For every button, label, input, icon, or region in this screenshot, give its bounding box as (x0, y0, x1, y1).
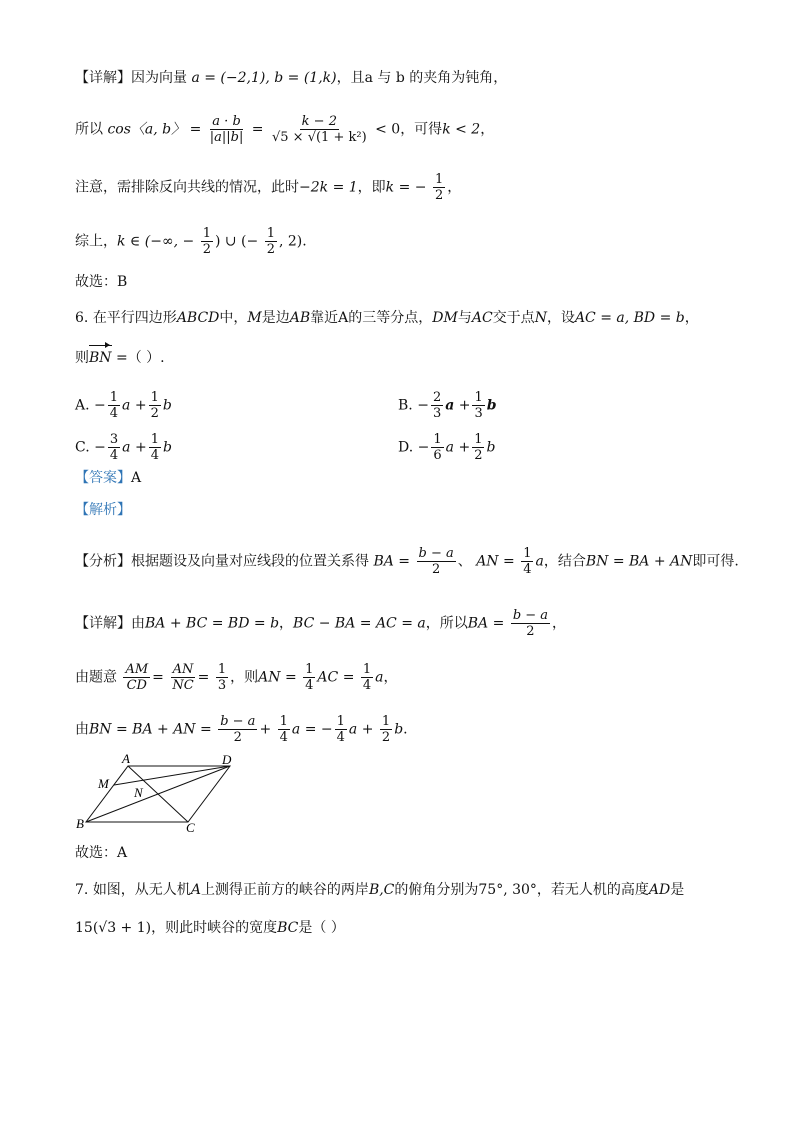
vector-eq: BN = BA + AN (585, 553, 693, 570)
text: ，若无人机的高度 (536, 882, 649, 898)
fraction (472, 390, 484, 421)
text: ， (447, 179, 462, 196)
label-n: N (134, 785, 143, 800)
vector-eq: AC = (317, 669, 355, 686)
denominator: 4 (336, 730, 345, 745)
text: ，即 (357, 179, 386, 196)
var: a (445, 439, 455, 456)
math: M (247, 310, 262, 326)
option-label: D. (398, 439, 414, 456)
numerator: b − a (512, 608, 549, 623)
question-number: 7. (75, 882, 89, 898)
fraction (208, 114, 246, 145)
fraction (201, 226, 213, 257)
text: 如图，从无人机 (92, 882, 191, 898)
denominator: √5 × √(1 + k²) (271, 130, 367, 145)
numerator: 3 (109, 432, 119, 447)
label-b: B (76, 816, 84, 831)
text: ，则 (230, 669, 259, 686)
tag: 【分析】 (75, 553, 131, 570)
var: b (162, 397, 172, 414)
option-label: B. (398, 397, 413, 414)
fraction (149, 390, 161, 421)
sign: − (417, 439, 430, 456)
text: 是 (670, 882, 685, 898)
numerator: 1 (474, 432, 483, 447)
choice-b-line: 故选：B (75, 274, 128, 290)
fraction (511, 608, 550, 639)
fraction (380, 714, 392, 745)
label-a: A (122, 752, 130, 766)
vector-eq: BA = (467, 615, 505, 632)
sign: + (134, 439, 147, 456)
option-label: C. (75, 439, 90, 456)
vector-eq: BA = (373, 553, 411, 570)
var: b (486, 439, 496, 456)
fraction (108, 432, 120, 463)
question-6 (75, 308, 699, 328)
text: 由 (131, 615, 145, 632)
denominator: 2 (526, 624, 535, 639)
numerator: 1 (433, 432, 442, 447)
sign: − (94, 439, 106, 456)
answer-value: A (131, 470, 142, 486)
sign: = − (304, 721, 333, 738)
sign: + (458, 397, 471, 414)
numerator: b − a (418, 546, 454, 561)
cosine-expression: cos〈a, b〉 = (107, 121, 202, 138)
denominator: 2 (434, 188, 444, 203)
text: 的俯角分别为 (394, 882, 479, 898)
fraction (149, 432, 161, 463)
sign: + (134, 397, 147, 414)
denominator: 3 (432, 406, 442, 421)
text: 因为向量 (131, 70, 187, 86)
denominator: 2 (150, 406, 159, 421)
text: 是边 (261, 310, 290, 326)
text: ， (383, 669, 398, 686)
text: ，结合 (543, 553, 586, 570)
text: = (152, 669, 164, 686)
denominator: 2 (474, 448, 483, 463)
sign: + (458, 439, 471, 456)
fraction (216, 662, 228, 693)
text: . (403, 721, 408, 738)
choice-a-line: 故选：A (75, 845, 128, 861)
text: 中， (219, 310, 248, 326)
denominator: CD (126, 678, 147, 693)
text: ， (552, 615, 567, 632)
fraction (472, 432, 484, 463)
numerator: AN (172, 662, 194, 677)
k-value: k = − (385, 179, 427, 196)
text: 由题意 (75, 669, 117, 686)
vector-definition: a = (−2,1), b = (1,k) (191, 70, 337, 86)
vector-eq: AN = (258, 669, 297, 686)
numerator: 1 (474, 390, 483, 405)
fraction (361, 662, 373, 693)
text: 上测得正前方的峡谷的两岸 (200, 882, 369, 898)
denominator: 4 (362, 678, 372, 693)
detail-line-4 (75, 226, 307, 257)
var: b (486, 397, 497, 414)
var: a (535, 553, 544, 570)
label-c: C (186, 820, 195, 835)
text: 注意，需排除反向共线的情况，此时 (75, 179, 299, 196)
math: AC (471, 310, 493, 326)
fraction (431, 432, 443, 463)
denominator: 2 (381, 730, 391, 745)
fraction (431, 390, 443, 421)
text: 与 (457, 310, 472, 326)
text: ，则此时峡谷的宽度 (151, 920, 278, 936)
numerator: 1 (434, 172, 444, 187)
var: a (122, 439, 131, 456)
denominator: 3 (217, 678, 227, 693)
denominator: 4 (523, 562, 532, 577)
math: B,C (368, 882, 395, 898)
fraction (170, 662, 195, 693)
text: 靠近A的三等分点， (310, 310, 433, 326)
math: AB (289, 310, 311, 326)
option-c[interactable] (75, 432, 172, 463)
fraction (433, 172, 445, 203)
math: N (534, 310, 547, 326)
denominator: 4 (109, 448, 119, 463)
text: 是（ ） (298, 920, 345, 936)
option-d[interactable] (398, 432, 495, 463)
numerator: 1 (217, 662, 227, 677)
fraction (335, 714, 347, 745)
detail-line-1 (75, 68, 507, 88)
label-m: M (98, 776, 109, 791)
fraction (278, 714, 290, 745)
equation: −2k = 1 (299, 179, 358, 196)
set-part: , 2) (279, 233, 303, 250)
text: ， (480, 121, 495, 138)
denominator: 2 (266, 242, 275, 257)
set-part: k ∈ (−∞, − (117, 233, 195, 250)
option-b[interactable] (398, 390, 497, 421)
vector-def: AC = a, BD = b (574, 310, 685, 326)
xiangjie-line (75, 608, 566, 639)
var: a (445, 397, 455, 414)
detail-tag: 【详解】 (75, 70, 131, 86)
fraction (218, 714, 257, 745)
fraction (417, 546, 456, 577)
question-7-cont (75, 918, 345, 938)
numerator: 1 (150, 390, 159, 405)
numerator: 1 (381, 714, 391, 729)
numerator: 1 (202, 226, 211, 241)
text: 在平行四边形 (92, 310, 177, 326)
var: b (162, 439, 172, 456)
fraction (270, 114, 369, 145)
question-6-ask (75, 348, 165, 368)
denominator: 3 (474, 406, 483, 421)
math: A (190, 882, 201, 898)
numerator: 2 (432, 390, 442, 405)
text: ，可得 (400, 121, 443, 138)
math: BC (277, 920, 299, 936)
numerator: 1 (362, 662, 372, 677)
text: 综上， (75, 233, 117, 250)
answer-tag: 【答案】 (75, 470, 131, 486)
text: ，所以 (425, 615, 468, 632)
numerator: 1 (266, 226, 275, 241)
denominator: 2 (431, 562, 441, 577)
question-number: 6. (75, 310, 89, 326)
result: k < 2 (442, 121, 481, 138)
vector-eq: AN = (476, 553, 515, 570)
denominator: 4 (150, 448, 159, 463)
numerator: 1 (523, 546, 532, 561)
tag: 【详解】 (75, 615, 131, 632)
numerator: 1 (305, 662, 314, 677)
fraction (265, 226, 277, 257)
var: b (394, 721, 404, 738)
text: < 0 (375, 121, 401, 138)
var: a (291, 721, 301, 738)
vector-eq: BN = BA + AN = (89, 721, 212, 738)
math: ABCD (176, 310, 220, 326)
denominator: 2 (233, 730, 242, 745)
set-part: ) ∪ (− (214, 233, 259, 250)
denominator: NC (172, 678, 194, 693)
denominator: 4 (305, 678, 314, 693)
denominator: 4 (279, 730, 288, 745)
math: 15(√3 + 1) (75, 920, 152, 936)
text: ，且 (336, 70, 365, 86)
sign: − (94, 397, 106, 414)
sign: + (259, 721, 272, 738)
sign: − (417, 397, 429, 414)
text: 根据题设及向量对应线段的位置关系得 (131, 553, 369, 570)
numerator: 1 (150, 432, 159, 447)
analysis-tag: 【解析】 (75, 502, 131, 518)
numerator: AM (125, 662, 149, 677)
text: 交于点 (492, 310, 535, 326)
numerator: 1 (336, 714, 345, 729)
text: 所以 (75, 121, 103, 138)
text: ，设 (546, 310, 575, 326)
vector-eq: BA + BC = BD = b (145, 615, 280, 632)
text: . (302, 233, 307, 250)
label-d: D (222, 752, 232, 767)
text: 、 (457, 553, 472, 570)
numerator: b − a (220, 714, 256, 729)
var: a (375, 669, 384, 686)
fraction (108, 390, 120, 421)
option-a[interactable] (75, 390, 172, 421)
fraction (521, 546, 533, 577)
question-7 (75, 880, 684, 900)
math: DM (432, 310, 458, 326)
text: a 与 b 的夹角为钝角， (364, 70, 508, 86)
denominator: 4 (109, 406, 119, 421)
vector-eq: BC − BA = AC = a (293, 615, 426, 632)
var: a + (348, 721, 374, 738)
text: 则 (75, 350, 89, 366)
text: 由 (75, 721, 89, 738)
analysis-line (75, 500, 131, 520)
text: ， (279, 615, 294, 632)
text: ， (684, 310, 699, 326)
var: a (122, 397, 131, 414)
tiyi-line (75, 662, 398, 693)
text: = (197, 669, 210, 686)
detail-line-3 (75, 172, 461, 203)
vector-bn: BN (89, 350, 112, 366)
denominator: 2 (202, 242, 211, 257)
fraction (123, 662, 150, 693)
parallelogram-figure (70, 752, 250, 836)
denominator: 6 (433, 448, 442, 463)
numerator: 1 (279, 714, 288, 729)
numerator: k − 2 (301, 114, 337, 129)
numerator: 1 (109, 390, 119, 405)
math: 75°, 30° (478, 882, 537, 898)
you-line (75, 714, 408, 745)
fenxi-line (75, 546, 739, 577)
numerator: a · b (212, 114, 241, 129)
text: 即可得. (692, 553, 739, 570)
option-label: A. (75, 397, 90, 414)
math: AD (648, 882, 671, 898)
answer-line (75, 468, 141, 488)
text: =（ ）. (116, 350, 165, 366)
fraction (303, 662, 315, 693)
denominator: |a||b| (209, 130, 244, 145)
detail-line-2: 所以 cos〈a, b〉 = $\frac{a \cdot b}{|a||b|}$ = $\frac{k - 2}{\text{√5 × √(1 + k²)}}$ < 0，可得k < 2， (75, 114, 495, 145)
